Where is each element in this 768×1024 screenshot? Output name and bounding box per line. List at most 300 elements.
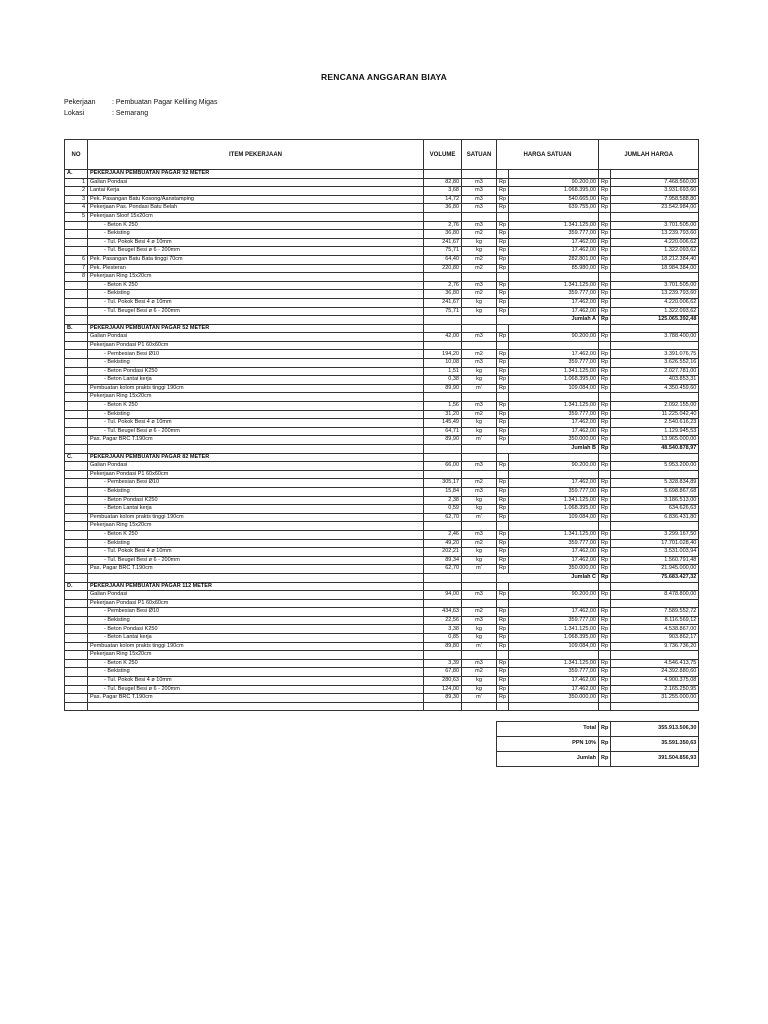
- empty-cell: [509, 324, 599, 333]
- unit: kg: [462, 419, 497, 428]
- currency: [599, 651, 611, 660]
- volume: 0,38: [424, 376, 462, 385]
- item-row: [65, 187, 699, 196]
- line-total: 634.626,63: [611, 505, 699, 514]
- line-total: 24.392.880,60: [611, 668, 699, 677]
- currency: [497, 599, 509, 608]
- line-total: 4.538.867,00: [611, 625, 699, 634]
- volume: 31,20: [424, 410, 462, 419]
- line-total: 31.255.000,00: [611, 694, 699, 703]
- unit-price: 17.462,00: [509, 427, 599, 436]
- unit-price: 540.665,00: [509, 195, 599, 204]
- volume: 0,59: [424, 505, 462, 514]
- volume: 82,80: [424, 178, 462, 187]
- subtotal-label: Jumlah B: [497, 445, 599, 454]
- grand-total-row: [65, 721, 699, 736]
- header-satuan: SATUAN: [462, 140, 497, 170]
- empty-cell: [611, 702, 699, 710]
- unit-price: 109.084,00: [509, 513, 599, 522]
- unit: m3: [462, 204, 497, 213]
- volume: 1,51: [424, 367, 462, 376]
- currency: [497, 651, 509, 660]
- spacer-row: [65, 710, 699, 721]
- unit: m3: [462, 281, 497, 290]
- volume: 15,84: [424, 487, 462, 496]
- section-title: PEKERJAAN PEMBUATAN PAGAR 82 METER: [88, 453, 424, 462]
- item-name: - Beton K 250: [88, 530, 424, 539]
- unit-price: 1.341.125,00: [509, 530, 599, 539]
- unit: m3: [462, 178, 497, 187]
- item-name: Pekerjaan Pas. Pondasi Batu Belah: [88, 204, 424, 213]
- subtotal-label: Jumlah C: [497, 573, 599, 582]
- currency: Rp: [599, 659, 611, 668]
- currency: Rp: [599, 307, 611, 316]
- line-total: 9.736.736,20: [611, 642, 699, 651]
- line-total: 903.862,17: [611, 634, 699, 643]
- item-row: [65, 212, 699, 221]
- item-row: [65, 204, 699, 213]
- currency: Rp: [599, 298, 611, 307]
- line-total: [611, 470, 699, 479]
- row-no: [65, 281, 88, 290]
- currency: Rp: [599, 505, 611, 514]
- unit-price: 350.000,00: [509, 565, 599, 574]
- unit-price: 1.341.125,00: [509, 281, 599, 290]
- item-name: - Beton K 250: [88, 659, 424, 668]
- item-row: [65, 178, 699, 187]
- item-name: - Beton K 250: [88, 402, 424, 411]
- row-no: [65, 659, 88, 668]
- row-no: [65, 221, 88, 230]
- unit: m': [462, 384, 497, 393]
- unit-price: 17.462,00: [509, 479, 599, 488]
- line-total: 5.698.867,68: [611, 487, 699, 496]
- unit: m': [462, 694, 497, 703]
- item-name: - Tul. Pokok Besi 4 ø 10mm: [88, 419, 424, 428]
- currency: Rp: [497, 487, 509, 496]
- info-label: Lokasi: [64, 110, 85, 117]
- unit: kg: [462, 677, 497, 686]
- row-no: [65, 496, 88, 505]
- empty-cell: [497, 324, 509, 333]
- item-name: Pembuatan kolom prakts tinggi 190cm: [88, 642, 424, 651]
- line-total: 3.788.400,00: [611, 333, 699, 342]
- row-no: [65, 642, 88, 651]
- sub-item-row: [65, 479, 699, 488]
- currency: Rp: [497, 505, 509, 514]
- item-name: - Beton Lantai kerja: [88, 634, 424, 643]
- row-no: [65, 436, 88, 445]
- item-row: [65, 599, 699, 608]
- unit-price: 359.777,00: [509, 616, 599, 625]
- subtotal-amount: 75.683.427,32: [611, 573, 699, 582]
- empty-cell: [509, 582, 599, 591]
- unit-price: 17.462,00: [509, 685, 599, 694]
- currency: Rp: [497, 238, 509, 247]
- unit: kg: [462, 247, 497, 256]
- section-no: C.: [65, 453, 88, 462]
- volume: 42,00: [424, 333, 462, 342]
- unit: kg: [462, 307, 497, 316]
- item-name: - Beton K 250: [88, 281, 424, 290]
- volume: 10,08: [424, 359, 462, 368]
- currency: Rp: [599, 608, 611, 617]
- currency: Rp: [599, 290, 611, 299]
- currency: Rp: [599, 264, 611, 273]
- header-item: ITEM PEKERJAAN: [88, 140, 424, 170]
- row-no: [65, 599, 88, 608]
- line-total: [611, 341, 699, 350]
- section-title: PEKERJAAN PEMBUATAN PAGAR 92 METER: [88, 170, 424, 179]
- item-name: Pekerjaan Pondasi P1 60x60cm: [88, 599, 424, 608]
- row-no: [65, 298, 88, 307]
- unit-price: 359.777,00: [509, 668, 599, 677]
- volume: 2,38: [424, 496, 462, 505]
- item-name: Pembuatan kolom prakts tinggi 190cm: [88, 513, 424, 522]
- item-name: - Bekisting: [88, 410, 424, 419]
- unit: m3: [462, 530, 497, 539]
- row-no: [65, 694, 88, 703]
- unit: kg: [462, 376, 497, 385]
- unit-price: 359.777,00: [509, 539, 599, 548]
- currency: Rp: [497, 677, 509, 686]
- item-name: - Beton Pondasi K250: [88, 625, 424, 634]
- item-name: Pekerjaan Pondasi P1 60x60cm: [88, 341, 424, 350]
- currency: Rp: [599, 721, 611, 736]
- currency: Rp: [497, 694, 509, 703]
- unit-price: [509, 341, 599, 350]
- currency: Rp: [599, 221, 611, 230]
- item-row: [65, 565, 699, 574]
- currency: Rp: [599, 281, 611, 290]
- empty-cell: [88, 702, 424, 710]
- currency: Rp: [599, 376, 611, 385]
- currency: Rp: [599, 642, 611, 651]
- total-amount: 35.591.350,63: [611, 736, 699, 751]
- unit-price: [509, 393, 599, 402]
- volume: [424, 212, 462, 221]
- volume: 2,76: [424, 221, 462, 230]
- empty-cell: [497, 453, 509, 462]
- volume: 89,80: [424, 642, 462, 651]
- info-row-pekerjaan: [64, 99, 217, 106]
- currency: Rp: [599, 591, 611, 600]
- volume: 3,38: [424, 625, 462, 634]
- item-row: [65, 393, 699, 402]
- unit: [462, 522, 497, 531]
- sub-item-row: [65, 556, 699, 565]
- currency: Rp: [599, 530, 611, 539]
- empty-cell: [599, 702, 611, 710]
- sub-item-row: [65, 505, 699, 514]
- volume: 89,90: [424, 384, 462, 393]
- line-total: 6.836.431,80: [611, 513, 699, 522]
- grand-total-row: [65, 751, 699, 766]
- unit: m3: [462, 591, 497, 600]
- line-total: 5.953.200,00: [611, 462, 699, 471]
- item-name: Galian Pondasi: [88, 591, 424, 600]
- line-total: 3.531.003,94: [611, 548, 699, 557]
- currency: Rp: [599, 255, 611, 264]
- empty-cell: [611, 324, 699, 333]
- currency: Rp: [497, 359, 509, 368]
- unit-price: 282.801,00: [509, 255, 599, 264]
- currency: Rp: [497, 333, 509, 342]
- item-name: - Bekisting: [88, 290, 424, 299]
- empty-cell: [599, 453, 611, 462]
- currency: Rp: [497, 462, 509, 471]
- currency: [497, 393, 509, 402]
- subtotal-label: Jumlah A: [497, 316, 599, 325]
- volume: 66,00: [424, 462, 462, 471]
- volume: [424, 470, 462, 479]
- currency: Rp: [497, 479, 509, 488]
- volume: 89,30: [424, 694, 462, 703]
- empty-cell: [462, 582, 497, 591]
- sub-item-row: [65, 350, 699, 359]
- row-no: [65, 513, 88, 522]
- line-total: 13.239.793,60: [611, 290, 699, 299]
- empty-cell: [599, 170, 611, 179]
- currency: [599, 522, 611, 531]
- section-no: A.: [65, 170, 88, 179]
- empty-cell: [462, 445, 497, 454]
- item-name: Pekerjaan Ring 15x20cm: [88, 393, 424, 402]
- currency: [599, 273, 611, 282]
- row-no: [65, 367, 88, 376]
- empty-cell: [462, 324, 497, 333]
- line-total: 4.220.006,62: [611, 238, 699, 247]
- unit: m3: [462, 333, 497, 342]
- currency: Rp: [599, 496, 611, 505]
- row-no: [65, 393, 88, 402]
- unit-price: 1.068.395,00: [509, 376, 599, 385]
- section-row: [65, 453, 699, 462]
- item-row: [65, 264, 699, 273]
- row-no: [65, 247, 88, 256]
- empty-cell: [424, 445, 462, 454]
- empty-cell: [611, 170, 699, 179]
- item-name: - Tul. Pokok Besi 4 ø 10mm: [88, 238, 424, 247]
- sub-item-row: [65, 659, 699, 668]
- info-value: : Pembuatan Pagar Keliling Migas: [112, 99, 218, 106]
- unit: [462, 273, 497, 282]
- row-no: [65, 350, 88, 359]
- volume: 241,67: [424, 298, 462, 307]
- volume: 75,71: [424, 307, 462, 316]
- sub-item-row: [65, 625, 699, 634]
- currency: Rp: [497, 419, 509, 428]
- unit-price: 1.341.125,00: [509, 496, 599, 505]
- sub-item-row: [65, 367, 699, 376]
- item-name: - Bekisting: [88, 668, 424, 677]
- empty-cell: [65, 573, 88, 582]
- unit: m2: [462, 350, 497, 359]
- item-name: Pek. Plesteran: [88, 264, 424, 273]
- item-name: Pembuatan kolom prakts tinggi 190cm: [88, 384, 424, 393]
- total-label: PPN 10%: [497, 736, 599, 751]
- currency: Rp: [497, 230, 509, 239]
- volume: 145,49: [424, 419, 462, 428]
- volume: 241,67: [424, 238, 462, 247]
- currency: [599, 599, 611, 608]
- currency: Rp: [497, 410, 509, 419]
- item-name: - Beton Lantai kerja: [88, 505, 424, 514]
- sub-item-row: [65, 221, 699, 230]
- item-name: Pekerjaan Ring 15x20cm: [88, 522, 424, 531]
- empty-cell: [497, 582, 509, 591]
- item-name: - Bekisting: [88, 359, 424, 368]
- line-total: 18.212.384,40: [611, 255, 699, 264]
- item-row: [65, 694, 699, 703]
- line-total: [611, 522, 699, 531]
- row-no: [65, 487, 88, 496]
- sub-item-row: [65, 281, 699, 290]
- empty-cell: [88, 445, 424, 454]
- total-amount: 391.504.856,93: [611, 751, 699, 766]
- item-row: [65, 462, 699, 471]
- item-name: - Bekisting: [88, 487, 424, 496]
- volume: [424, 522, 462, 531]
- empty-cell: [88, 316, 424, 325]
- sub-item-row: [65, 616, 699, 625]
- blank-row: [65, 702, 699, 710]
- empty-cell: [599, 324, 611, 333]
- empty-cell: [462, 573, 497, 582]
- currency: Rp: [497, 178, 509, 187]
- item-name: Pek. Pasangan Batu Kosong/Aanstamping: [88, 195, 424, 204]
- unit: kg: [462, 625, 497, 634]
- subtotal-row: [65, 573, 699, 582]
- currency: [599, 470, 611, 479]
- currency: Rp: [497, 402, 509, 411]
- unit: m2: [462, 290, 497, 299]
- empty-cell: [462, 316, 497, 325]
- unit-price: 1.341.125,00: [509, 659, 599, 668]
- unit-price: 17.462,00: [509, 677, 599, 686]
- row-no: [65, 591, 88, 600]
- line-total: 2.165.250,95: [611, 685, 699, 694]
- unit-price: 1.068.395,00: [509, 634, 599, 643]
- volume: 14,72: [424, 195, 462, 204]
- currency: Rp: [599, 436, 611, 445]
- unit-price: 1.341.125,00: [509, 367, 599, 376]
- volume: 62,70: [424, 513, 462, 522]
- unit-price: [509, 651, 599, 660]
- row-no: [65, 505, 88, 514]
- currency: Rp: [599, 230, 611, 239]
- header-harga-satuan: HARGA SATUAN: [497, 140, 599, 170]
- volume: 220,80: [424, 264, 462, 273]
- unit-price: 350.000,00: [509, 694, 599, 703]
- row-no: [65, 307, 88, 316]
- currency: Rp: [497, 367, 509, 376]
- unit: kg: [462, 548, 497, 557]
- empty-cell: [424, 573, 462, 582]
- empty-cell: [462, 453, 497, 462]
- unit-price: 17.462,00: [509, 556, 599, 565]
- sub-item-row: [65, 247, 699, 256]
- item-row: [65, 522, 699, 531]
- currency: Rp: [497, 436, 509, 445]
- unit: m3: [462, 402, 497, 411]
- currency: Rp: [599, 539, 611, 548]
- item-name: Pekerjaan Sloof 15x20cm: [88, 212, 424, 221]
- line-total: 18.984.384,00: [611, 264, 699, 273]
- empty-cell: [611, 582, 699, 591]
- currency: Rp: [497, 659, 509, 668]
- unit-price: 1.068.395,00: [509, 187, 599, 196]
- currency: Rp: [599, 462, 611, 471]
- unit-price: 90.200,00: [509, 333, 599, 342]
- unit-price: 17.462,00: [509, 238, 599, 247]
- line-total: 5.328.834,89: [611, 479, 699, 488]
- item-name: Galian Pondasi: [88, 462, 424, 471]
- unit-price: [509, 470, 599, 479]
- currency: Rp: [599, 384, 611, 393]
- unit: m3: [462, 659, 497, 668]
- line-total: 13.965.000,00: [611, 436, 699, 445]
- currency: Rp: [599, 736, 611, 751]
- line-total: 8.116.569,12: [611, 616, 699, 625]
- line-total: 3.701.505,00: [611, 221, 699, 230]
- info-value: : Semarang: [112, 110, 149, 117]
- currency: Rp: [497, 608, 509, 617]
- section-title: PEKERJAAN PEMBUATAN PAGAR 112 METER: [88, 582, 424, 591]
- empty-cell: [611, 453, 699, 462]
- sub-item-row: [65, 539, 699, 548]
- currency: Rp: [599, 565, 611, 574]
- volume: 305,17: [424, 479, 462, 488]
- unit: kg: [462, 556, 497, 565]
- item-name: - Tul. Beugel Besi ø 6 - 200mm: [88, 556, 424, 565]
- row-no: [65, 556, 88, 565]
- volume: 22,56: [424, 616, 462, 625]
- line-total: [611, 651, 699, 660]
- empty-cell: [424, 582, 462, 591]
- row-no: [65, 402, 88, 411]
- currency: Rp: [497, 376, 509, 385]
- line-total: 11.225.042,40: [611, 410, 699, 419]
- line-total: [611, 599, 699, 608]
- sub-item-row: [65, 359, 699, 368]
- currency: Rp: [497, 513, 509, 522]
- volume: 67,80: [424, 668, 462, 677]
- currency: Rp: [599, 350, 611, 359]
- item-name: Pas. Pagar BRC T.190cm: [88, 565, 424, 574]
- volume: 280,63: [424, 677, 462, 686]
- sub-item-row: [65, 298, 699, 307]
- spacer: [65, 710, 699, 721]
- currency: Rp: [497, 384, 509, 393]
- line-total: 1.129.945,53: [611, 427, 699, 436]
- currency: Rp: [599, 333, 611, 342]
- total-label: Total: [497, 721, 599, 736]
- unit-price: 17.462,00: [509, 350, 599, 359]
- currency: Rp: [497, 625, 509, 634]
- currency: Rp: [497, 204, 509, 213]
- header-volume: VOLUME: [424, 140, 462, 170]
- sub-item-row: [65, 496, 699, 505]
- volume: [424, 599, 462, 608]
- unit-price: 17.462,00: [509, 548, 599, 557]
- currency: Rp: [599, 573, 611, 582]
- line-total: [611, 212, 699, 221]
- item-name: - Pembesian Besi Ø10: [88, 479, 424, 488]
- row-no: [65, 608, 88, 617]
- line-total: 4.220.006,62: [611, 298, 699, 307]
- currency: Rp: [599, 694, 611, 703]
